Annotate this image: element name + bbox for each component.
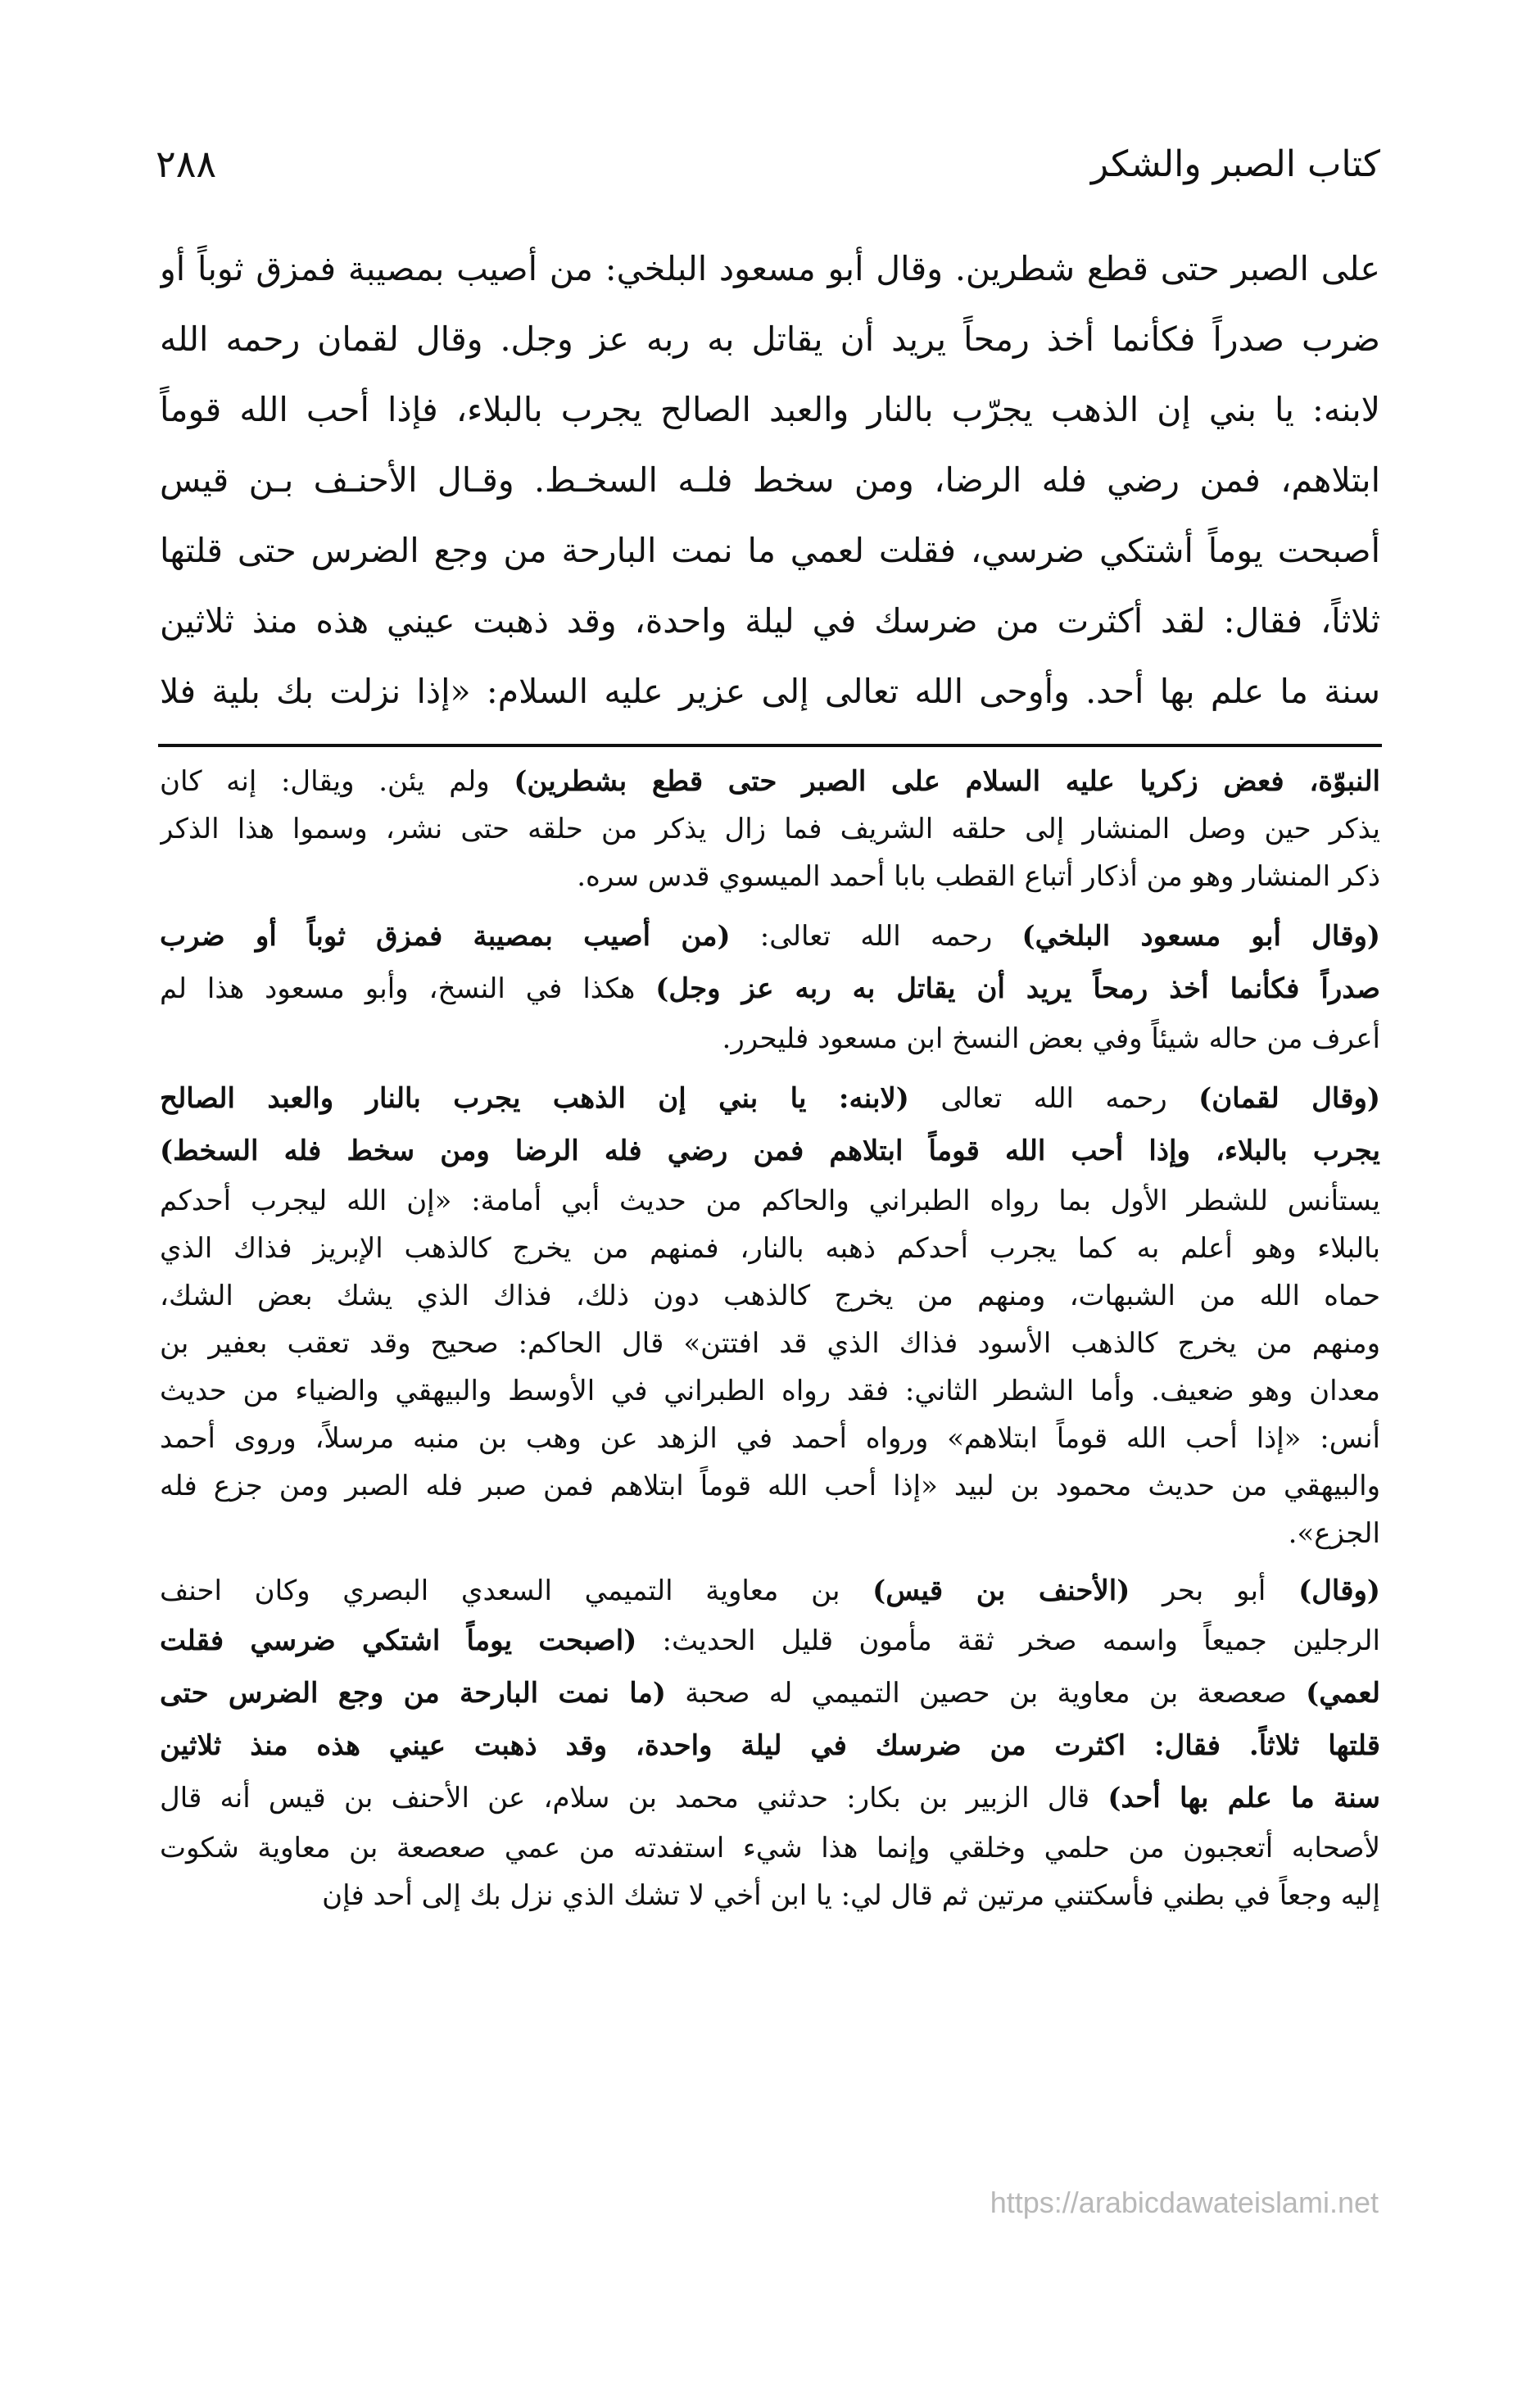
website-watermark: https://arabicdawateislami.net xyxy=(990,2186,1379,2219)
commentary-text: بن معاوية التميمي السعدي البصري وكان احنف xyxy=(160,1574,873,1607)
main-text-line: ابتلاهم، فمن رضي فله الرضا، ومن سخط فلـه السخـط. وقـال الأحنـف بـن قيس xyxy=(160,460,1380,500)
commentary-paragraph xyxy=(160,758,1380,900)
commentary-line xyxy=(160,1615,1380,1667)
quoted-text: قلتها ثلاثاً. فقال: اكثرت من ضرسك في ليلة واحدة، وقد ذهبت عيني هذه منذ ثلاثين xyxy=(160,1729,1380,1762)
commentary-line xyxy=(160,1667,1380,1719)
commentary-line: يستأنس للشطر الأول بما رواه الطبراني والحاكم من حديث أبي أمامة: «إن الله ليجرب أحدكم xyxy=(160,1185,1380,1217)
quoted-text: صدراً فكأنما أخذ رمحاً يريد أن يقاتل به ربه عز وجل) xyxy=(655,972,1380,1005)
page-header xyxy=(156,131,1380,197)
commentary-line: لأصحابه أتعجبون من حلمي وخلقي وإنما هذا شيء استفدته من عمي صعصعة بن معاوية شكوت xyxy=(160,1832,1380,1864)
commentary-paragraph xyxy=(160,1072,1380,1557)
commentary-line xyxy=(160,758,1380,805)
quoted-text: (وقال لقمان) xyxy=(1198,1082,1380,1115)
footnote-separator-rule xyxy=(158,744,1382,747)
main-text-line: ضرب صدراً فكأنما أخذ رمحاً يريد أن يقاتل به ربه عز وجل. وقال لقمان رحمه الله xyxy=(160,319,1380,359)
commentary-line xyxy=(160,1072,1380,1125)
commentary-text: رحمه الله تعالى xyxy=(908,1082,1199,1115)
commentary-text: ولم يئن. ويقال: إنه كان xyxy=(160,765,514,798)
commentary-line: إليه وجعاً في بطني فأسكتني مرتين ثم قال لي: يا ابن أخي لا تشك الذي نزل بك إلى أحد فإن xyxy=(322,1879,1380,1912)
commentary-line: معدان وهو ضعيف. وأما الشطر الثاني: فقد رواه الطبراني في الأوسط والبيهقي والضياء من حديث xyxy=(160,1375,1380,1407)
commentary-line: الجزع». xyxy=(1288,1517,1380,1550)
commentary-line: حماه الله من الشبهات، ومنهم من يخرج كالذهب دون ذلك، فذاك الذي يشك بعض الشك، xyxy=(160,1280,1380,1312)
quoted-text: النبوّة، فعض زكريا عليه السلام على الصبر حتى قطع بشطرين) xyxy=(514,765,1380,798)
quoted-text: لعمي) xyxy=(1306,1677,1380,1710)
commentary-text: رحمه الله تعالى: xyxy=(730,920,1022,953)
commentary-line: يذكر حين وصل المنشار إلى حلقه الشريف فما زال يذكر من حلقه حتى نشر، وسموا هذا الذكر xyxy=(160,813,1380,845)
commentary-line: ذكر المنشار وهو من أذكار أتباع القطب بابا أحمد الميسوي قدس سره. xyxy=(577,860,1380,893)
commentary-line xyxy=(160,963,1380,1015)
commentary-line xyxy=(160,1772,1380,1824)
commentary-text: الرجلين جميعاً واسمه صخر ثقة مأمون قليل الحديث: xyxy=(636,1624,1380,1657)
quoted-text: (من أصيب بمصيبة فمزق ثوباً أو ضرب xyxy=(160,920,731,953)
quoted-text: (اصبحت يوماً اشتكي ضرسي فقلت xyxy=(160,1624,637,1657)
main-text-line: سنة ما علم بها أحد. وأوحى الله تعالى إلى عزير عليه السلام: «إذا نزلت بك بلية فلا xyxy=(160,672,1380,711)
page-number: ٢٨٨ xyxy=(156,142,217,186)
commentary-line: أنس: «إذا أحب الله قوماً ابتلاهم» ورواه أحمد في الزهد عن وهب بن منبه مرسلاً، وروى أحمد xyxy=(160,1422,1380,1455)
main-text-line: أصبحت يوماً أشتكي ضرسي، فقلت لعمي ما نمت البارحة من وجع الضرس حتى قلتها xyxy=(160,531,1380,570)
commentary-paragraph xyxy=(160,1567,1380,1919)
commentary-line xyxy=(160,1125,1380,1177)
quoted-text: سنة ما علم بها أحد) xyxy=(1107,1782,1380,1814)
commentary-line: بالبلاء وهو أعلم به كما يجرب أحدكم ذهبه بالنار، فمنهم من يخرج كالذهب الإبريز فذاك الذي xyxy=(160,1232,1380,1265)
quoted-text: (الأحنف بن قيس) xyxy=(872,1574,1130,1607)
quoted-text: (لابنه: يا بني إن الذهب يجرب بالنار والعبد الصالح xyxy=(160,1082,909,1115)
commentary-text: أبو بحر xyxy=(1130,1574,1299,1607)
commentary-line: والبيهقي من حديث محمود بن لبيد «إذا أحب الله قوماً ابتلاهم فمن صبر فله الصبر ومن جزع فله xyxy=(160,1470,1380,1502)
commentary-line: ومنهم من يخرج كالذهب الأسود فذاك الذي قد افتتن» قال الحاكم: صحيح وقد تعقب بعفير بن xyxy=(160,1327,1380,1360)
main-text-line: على الصبر حتى قطع شطرين. وقال أبو مسعود البلخي: من أصيب بمصيبة فمزق ثوباً أو xyxy=(160,249,1380,288)
quoted-text: (ما نمت البارحة من وجع الضرس حتى xyxy=(160,1677,666,1710)
main-text-line: ثلاثاً، فقال: لقد أكثرت من ضرسك في ليلة واحدة، وقد ذهبت عيني هذه منذ ثلاثين xyxy=(160,601,1380,641)
commentary-paragraph xyxy=(160,910,1380,1062)
book-title: كتاب الصبر والشكر xyxy=(1090,143,1380,185)
quoted-text: (وقال) xyxy=(1298,1574,1380,1607)
main-text-block xyxy=(160,233,1380,727)
commentary-line xyxy=(160,910,1380,963)
commentary-line xyxy=(160,1719,1380,1772)
main-text-line: لابنه: يا بني إن الذهب يجرّب بالنار والعبد الصالح يجرب بالبلاء، فإذا أحب الله قوماً xyxy=(160,390,1380,429)
quoted-text: يجرب بالبلاء، وإذا أحب الله قوماً ابتلاهم فمن رضي فله الرضا ومن سخط فله السخط) xyxy=(160,1135,1380,1167)
commentary-text: قال الزبير بن بكار: حدثني محمد بن سلام، عن الأحنف بن قيس أنه قال xyxy=(160,1782,1108,1814)
commentary-line: أعرف من حاله شيئاً وفي بعض النسخ ابن مسعود فليحرر. xyxy=(722,1022,1380,1055)
commentary-block xyxy=(160,758,1380,1929)
commentary-line xyxy=(160,1567,1380,1615)
commentary-text: صعصعة بن معاوية بن حصين التميمي له صحبة xyxy=(665,1677,1307,1710)
commentary-text: هكذا في النسخ، وأبو مسعود هذا لم xyxy=(160,972,656,1005)
quoted-text: (وقال أبو مسعود البلخي) xyxy=(1021,920,1380,953)
